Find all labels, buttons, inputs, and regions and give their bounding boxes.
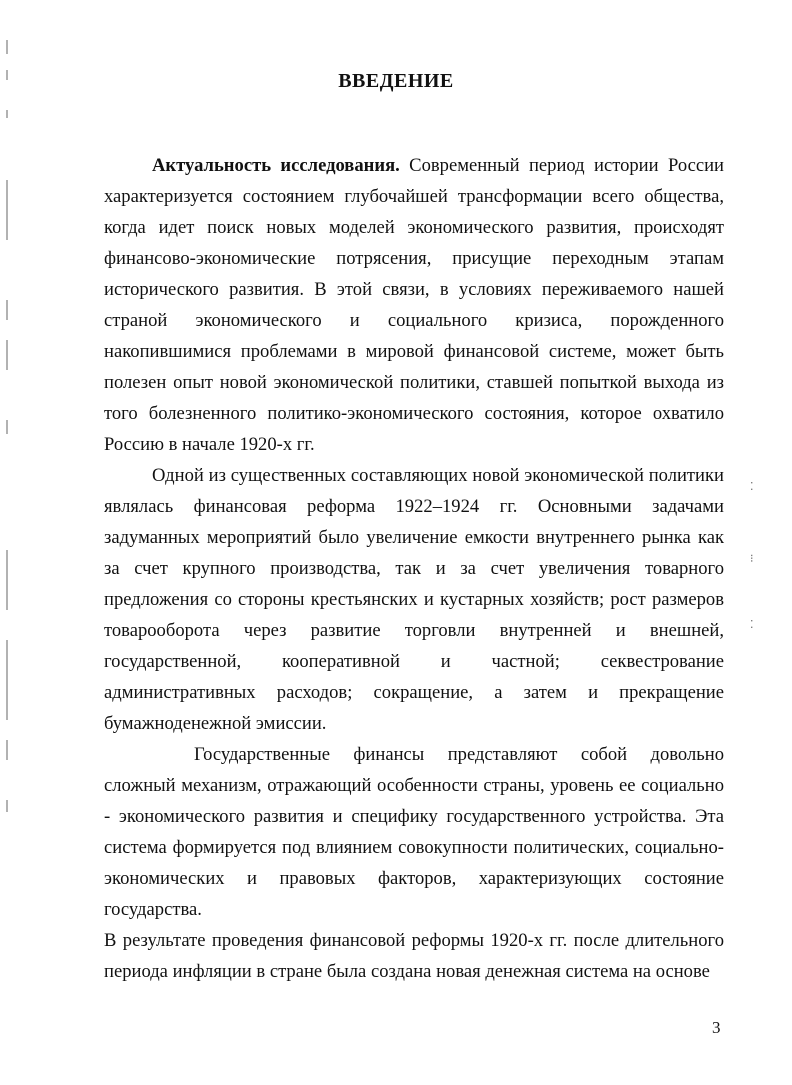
- paragraph-result: В результате проведения финансовой реформы 1920-х гг. после длительного периода инфляции в стране была создана новая денежная система на основе: [104, 930, 724, 982]
- paragraph-relevance: [104, 150, 724, 460]
- paragraph-relevance-body: Современный период истории России характеризуется состоянием глубочайшей трансформации всего общества, когда идет поиск новых моделей экономического развития, происходят финансово-экономические потрясения, присущие переходным этапам исторического развития. В этой связи, в условиях переживаемого нашей страной экономического и социального кризиса, порожденного накопившимися проблемами в мировой финансовой системе, может быть полезен опыт новой экономической политики, ставшей попыткой выхода из того болезненного политико-экономического состояния, которое охватило Россию в начале 1920-х гг.: [104, 155, 725, 455]
- page-title: ВВЕДЕНИЕ: [338, 70, 454, 92]
- paragraph-public-finance: Государственные финансы представляют собой довольно сложный механизм, отражающий особенности страны, уровень ее социально - экономического развития и специфику государственного устройства. Эта система формируется под влиянием совокупности политических, социально-экономических и правовых факторов, характеризующих состояние государства.: [104, 744, 724, 920]
- scan-right-artifacts: ⁚ ⁝ ⁚: [750, 481, 754, 631]
- paragraph-lead: Актуальность исследования.: [152, 155, 400, 176]
- document-body: [104, 150, 724, 987]
- paragraph-reform: Одной из существенных составляющих новой экономической политики являлась финансовая реформа 1922–1924 гг. Основными задачами задуманных мероприятий было увеличение емкости внутреннего рынка как за счет крупного производства, так и за счет увеличения товарного предложения со стороны крестьянских и кустарных хозяйств; рост размеров товарооборота через развитие торговли внутренней и внешней, государственной, кооперативной и частной; секвестрование административных расходов; сокращение, а затем и прекращение бумажноденежной эмиссии.: [104, 465, 724, 734]
- scan-margin-artifacts: [6, 0, 16, 1085]
- page-number: 3: [712, 1018, 721, 1037]
